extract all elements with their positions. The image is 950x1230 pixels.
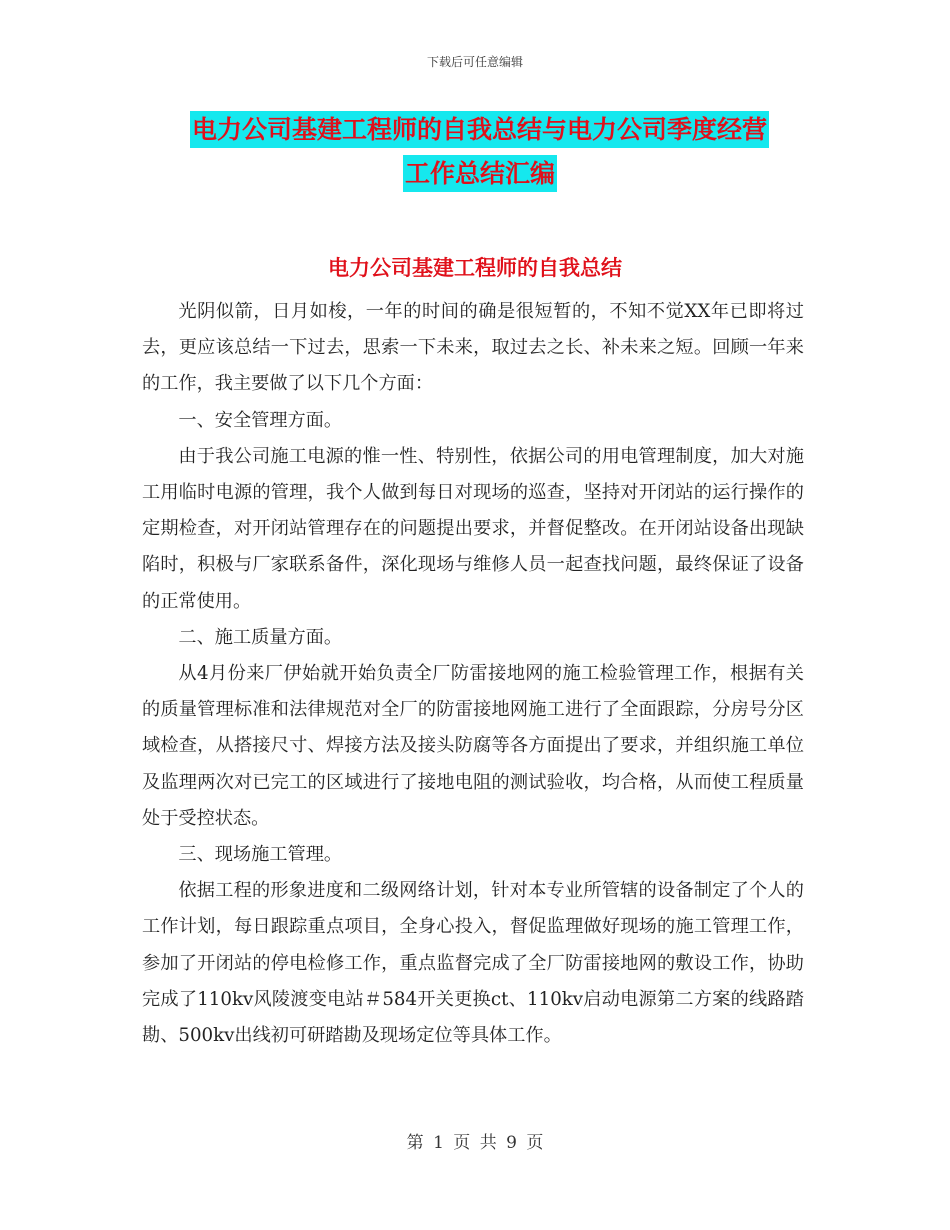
paragraph: 从4月份来厂伊始就开始负责全厂防雷接地网的施工检验管理工作，根据有关的质量管理标准和法律规范对全厂的防雷接地网施工进行了全面跟踪，分房号分区域检查，从搭接尺寸、焊接方法及接头防腐等各方面提出了要求，并组织施工单位及监理两次对已完工的区域进行了接地电阻的测试验收，均合格，从而使工程质量处于受控状态。	[142, 663, 804, 829]
paragraph: 依据工程的形象进度和二级网络计划，针对本专业所管辖的设备制定了个人的工作计划，每日跟踪重点项目，全身心投入，督促监理做好现场的施工管理工作，参加了开闭站的停电检修工作，重点监督完成了全厂防雷接地网的敷设工作，协助完成了110kv风陵渡变电站＃584开关更换ct、110kv启动电源第二方案的线路踏勘、500kv出线初可研踏勘及现场定位等具体工作。	[142, 880, 804, 1047]
document-title-line-1	[190, 117, 805, 142]
heading-safety: 一、安全管理方面。	[178, 409, 343, 431]
paragraph: 光阴似箭，日月如梭，一年的时间的确是很短暂的，不知不觉XX年已即将过去，更应该总结一下过去，思索一下未来，取过去之长、补未来之短。回顾一年来的工作，我主要做了以下几个方面：	[142, 301, 804, 395]
paragraph: 由于我公司施工电源的惟一性、特别性，依据公司的用电管理制度，加大对施工用临时电源的管理，我个人做到每日对现场的巡查，坚持对开闭站的运行操作的定期检查，对开闭站管理存在的问题提出要求，并督促整改。在开闭站设备出现缺陷时，积极与厂家联系备件，深化现场与维修人员一起查找问题，最终保证了设备的正常使用。	[142, 445, 804, 612]
document-title-line-2	[140, 161, 820, 186]
title-line-1-text: 电力公司基建工程师的自我总结与电力公司季度经营	[190, 111, 769, 148]
heading-site-management: 三、现场施工管理。	[178, 844, 343, 866]
title-line-2-text: 工作总结汇编	[403, 155, 557, 192]
body-text	[142, 294, 804, 1054]
section-title: 电力公司基建工程师的自我总结	[328, 256, 622, 280]
heading-quality: 二、施工质量方面。	[178, 626, 343, 648]
header-note: 下载后可任意编辑	[426, 55, 523, 69]
page-footer: 第 1 页 共 9 页	[406, 1133, 544, 1153]
